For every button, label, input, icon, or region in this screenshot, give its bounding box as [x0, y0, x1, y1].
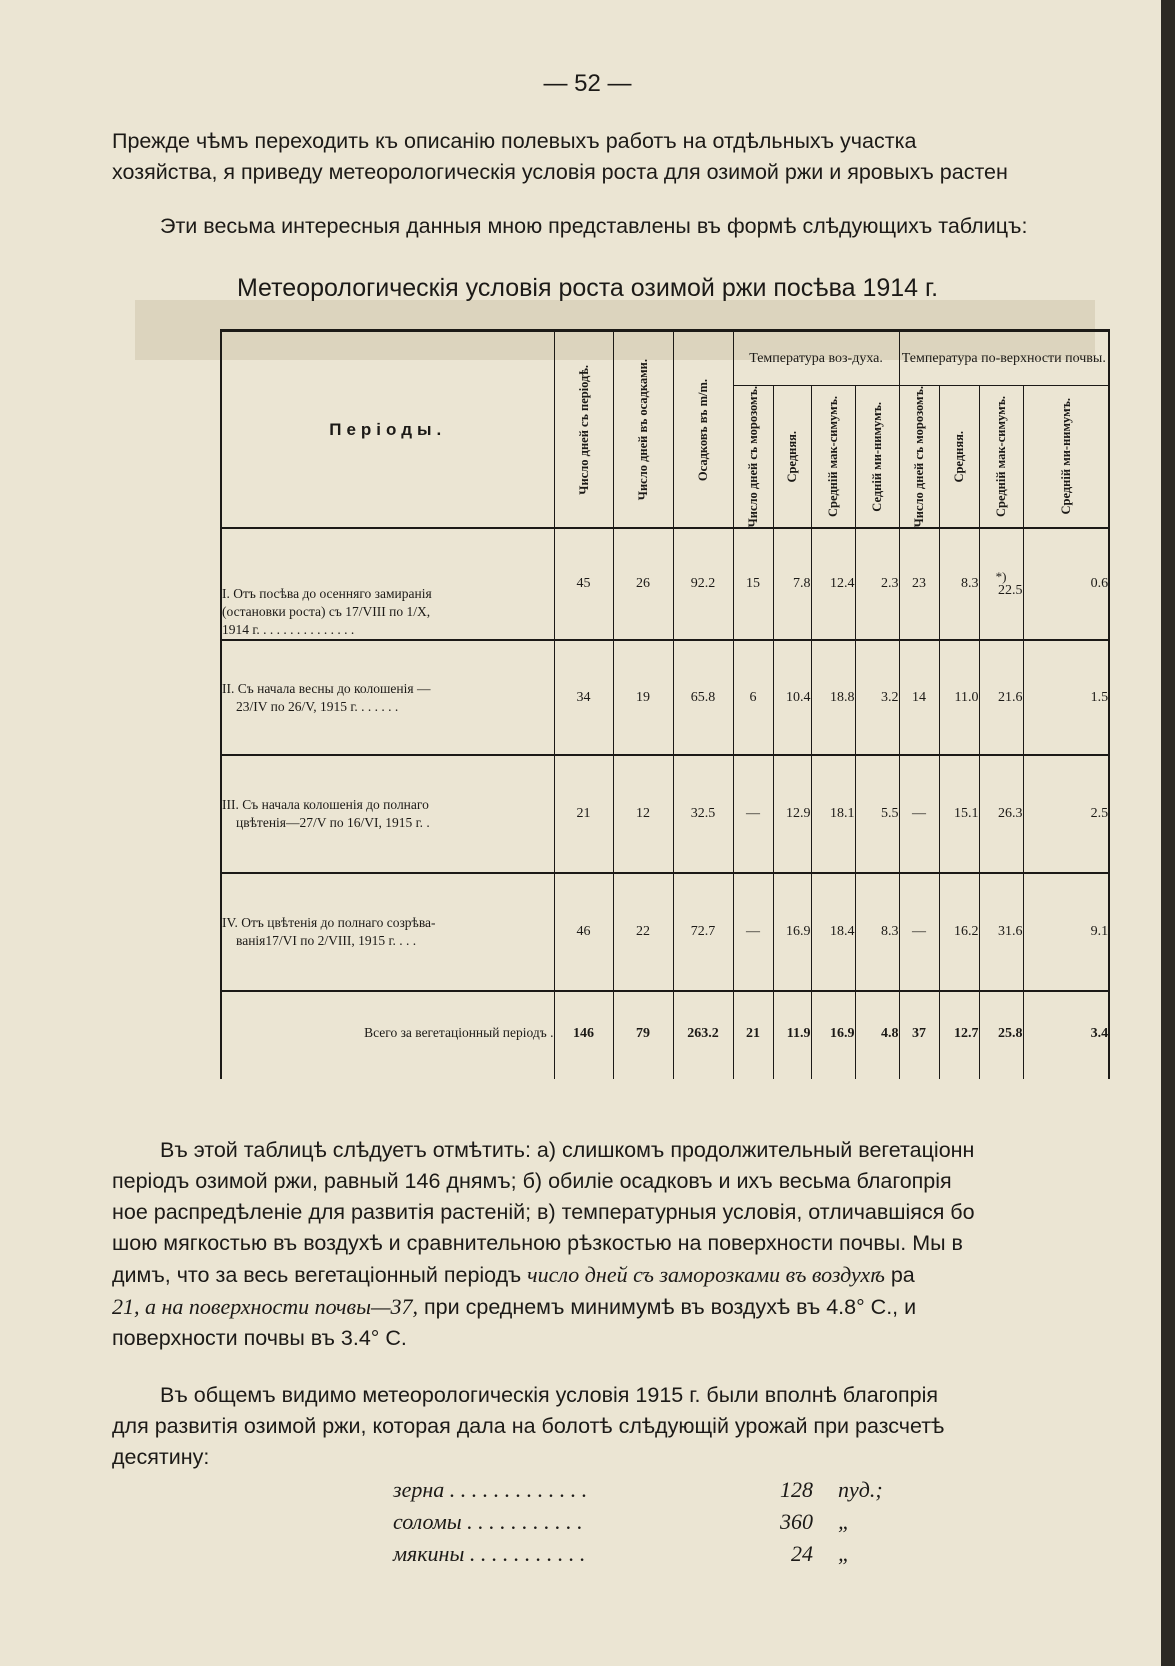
days-cell: 46 — [554, 873, 613, 991]
air-mean-cell: 16.9 — [773, 873, 811, 991]
precip-cell: 65.8 — [673, 640, 733, 755]
col-precip-header: Осадковъ въ m/m. — [673, 331, 733, 529]
air-max-cell: 18.4 — [811, 873, 855, 991]
text-line: періодъ озимой ржи, равный 146 днямъ; б) обиліе осадковъ и ихъ весьма благопрія — [112, 1169, 952, 1193]
surface-mean-cell: 16.2 — [939, 873, 979, 991]
harvest-value: 360 — [780, 1509, 813, 1534]
surface-min-header: Средній ми-нимумъ. — [1023, 386, 1109, 529]
surface-frost-cell: 14 — [899, 640, 939, 755]
total-label: Всего за вегетаціонный періодъ . — [221, 991, 554, 1079]
air-mean-cell: 11.9 — [773, 991, 811, 1079]
air-max-cell: 18.1 — [811, 755, 855, 873]
air-frost-cell: 6 — [733, 640, 773, 755]
surface-max-cell: 25.8 — [979, 991, 1023, 1079]
period-label: II. Съ начала весны до колошенія — 23/IV по 26/V, 1915 г. . . . . . . — [221, 640, 554, 755]
days-cell: 146 — [554, 991, 613, 1079]
days-cell: 21 — [554, 755, 613, 873]
harvest-name: мякины . . . . . . . . . . . — [393, 1541, 586, 1566]
footnote-marker: *) — [995, 568, 1007, 584]
harvest-unit: „ — [838, 1509, 851, 1534]
air-mean-cell: 12.9 — [773, 755, 811, 873]
text-line: Эти весьма интересныя данныя мною представлены въ формѣ слѣдующихъ таблицъ: — [160, 214, 1028, 238]
surface-mean-cell: 15.1 — [939, 755, 979, 873]
air-frost-days-header: Число дней съ морозомъ. — [733, 386, 773, 529]
air-mean-header: Средняя. — [773, 386, 811, 529]
text-line: 21, а на поверхности почвы—37, при среднемъ минимумѣ въ воздухѣ въ 4.8° С., и — [112, 1294, 917, 1319]
period-label: IV. Отъ цвѣтенія до полнаго созрѣва- ванія17/VI по 2/VIII, 1915 г. . . . — [221, 873, 554, 991]
text-line: Прежде чѣмъ переходить къ описанію полевыхъ работъ на отдѣльныхъ участка — [112, 129, 917, 153]
surface-mean-cell: 12.7 — [939, 991, 979, 1079]
harvest-value: 128 — [780, 1477, 813, 1502]
table-row — [221, 755, 1109, 873]
harvest-row — [393, 1541, 993, 1573]
table-title: Метеорологическія условія роста озимой ржи посѣва 1914 г. — [236, 274, 939, 302]
air-min-cell: 3.2 — [855, 640, 899, 755]
surface-mean-cell: 8.3 — [939, 528, 979, 640]
col-days-header: Число дней съ періодѣ. — [554, 331, 613, 529]
emphasis-text: 21, а на поверхности почвы—37, — [112, 1294, 419, 1319]
harvest-row — [393, 1509, 993, 1541]
table-row — [221, 873, 1109, 991]
harvest-list — [393, 1477, 993, 1573]
surface-temperature-header: Температура по-верхности почвы. — [899, 331, 1109, 386]
harvest-name: зерна . . . . . . . . . . . . . — [393, 1477, 588, 1502]
surface-mean-header: Средняя. — [939, 386, 979, 529]
harvest-unit: „ — [838, 1541, 851, 1566]
precip-days-cell: 19 — [613, 640, 673, 755]
period-label: I. Отъ посѣва до осенняго замиранія (остановки роста) съ 17/VIII по 1/X, 1914 г. . . . . . . . . . . . . . . — [221, 528, 554, 640]
text-line: поверхности почвы въ 3.4° С. — [112, 1326, 407, 1350]
surface-min-cell: 1.5 — [1023, 640, 1109, 755]
periods-header: Періоды. — [221, 331, 554, 529]
surface-max-cell: 21.6 — [979, 640, 1023, 755]
air-max-cell: 16.9 — [811, 991, 855, 1079]
col-precip-days-header: Число дней въ осадками. — [613, 331, 673, 529]
precip-cell: 92.2 — [673, 528, 733, 640]
harvest-row — [393, 1477, 993, 1509]
surface-frost-cell: 37 — [899, 991, 939, 1079]
meteorology-table — [220, 329, 1110, 1079]
text-line: димъ, что за весь вегетаціонный періодъ число дней съ заморозками въ воздухѣ ра — [112, 1262, 915, 1287]
precip-cell: 32.5 — [673, 755, 733, 873]
harvest-value: 24 — [791, 1541, 813, 1566]
harvest-name: соломы . . . . . . . . . . . — [393, 1509, 583, 1534]
air-frost-cell: — — [733, 755, 773, 873]
text-line: ное распредѣленіе для развитія растеній; в) температурныя условія, отличавшіяся бо — [112, 1200, 975, 1224]
days-cell: 45 — [554, 528, 613, 640]
table-row — [221, 528, 1109, 640]
text-line: шою мягкостью въ воздухѣ и сравнительною рѣзкостью на поверхности почвы. Мы в — [112, 1231, 963, 1255]
air-max-header: Средній мак-симумъ. — [811, 386, 855, 529]
surface-frost-cell: — — [899, 755, 939, 873]
surface-mean-cell: 11.0 — [939, 640, 979, 755]
precip-days-cell: 12 — [613, 755, 673, 873]
text-line: десятину: — [112, 1445, 210, 1469]
air-min-cell: 5.5 — [855, 755, 899, 873]
paragraph-conclusion — [112, 1380, 1167, 1473]
surface-max-cell: *) 22.5 — [979, 528, 1023, 640]
surface-max-cell: 31.6 — [979, 873, 1023, 991]
air-min-cell: 8.3 — [855, 873, 899, 991]
harvest-unit: пуд.; — [838, 1477, 883, 1502]
text-line: Въ общемъ видимо метеорологическія условія 1915 г. были вполнѣ благопрія — [160, 1383, 938, 1407]
days-cell: 34 — [554, 640, 613, 755]
air-temperature-header: Температура воз-духа. — [733, 331, 899, 386]
precip-days-cell: 26 — [613, 528, 673, 640]
table-row — [221, 640, 1109, 755]
text-line: Въ этой таблицѣ слѣдуетъ отмѣтить: а) слишкомъ продолжительный вегетаціонн — [160, 1138, 975, 1162]
air-frost-cell: 15 — [733, 528, 773, 640]
surface-frost-days-header: Число дней съ морозомъ. — [899, 386, 939, 529]
air-max-cell: 12.4 — [811, 528, 855, 640]
text-line: хозяйства, я приведу метеорологическія условія роста для озимой ржи и яровыхъ растен — [112, 160, 1008, 184]
text-line: для развитія озимой ржи, которая дала на болотѣ слѣдующій урожай при разсчетѣ — [112, 1414, 945, 1438]
air-max-cell: 18.8 — [811, 640, 855, 755]
precip-cell: 72.7 — [673, 873, 733, 991]
precip-days-cell: 79 — [613, 991, 673, 1079]
period-label: III. Съ начала колошенія до полнаго цвѣтенія—27/V по 16/VI, 1915 г. . — [221, 755, 554, 873]
surface-min-cell: 2.5 — [1023, 755, 1109, 873]
air-frost-cell: 21 — [733, 991, 773, 1079]
surface-max-header: Средній мак-симумъ. — [979, 386, 1023, 529]
surface-min-cell: 0.6 — [1023, 528, 1109, 640]
air-min-cell: 2.3 — [855, 528, 899, 640]
precip-days-cell: 22 — [613, 873, 673, 991]
surface-frost-cell: 23 — [899, 528, 939, 640]
air-mean-cell: 7.8 — [773, 528, 811, 640]
surface-frost-cell: — — [899, 873, 939, 991]
emphasis-text: число дней съ заморозками въ воздухѣ — [527, 1262, 885, 1287]
precip-cell: 263.2 — [673, 991, 733, 1079]
air-mean-cell: 10.4 — [773, 640, 811, 755]
air-frost-cell: — — [733, 873, 773, 991]
surface-min-cell: 3.4 — [1023, 991, 1109, 1079]
paragraph-intro — [112, 126, 1162, 188]
page-number: — 52 — — [543, 70, 632, 97]
surface-max-cell: 26.3 — [979, 755, 1023, 873]
air-min-header: Седній ми-нимумъ. — [855, 386, 899, 529]
paragraph-tables-intro — [160, 211, 1170, 242]
paragraph-analysis — [112, 1135, 1167, 1354]
surface-min-cell: 9.1 — [1023, 873, 1109, 991]
table-total-row — [221, 991, 1109, 1079]
air-min-cell: 4.8 — [855, 991, 899, 1079]
